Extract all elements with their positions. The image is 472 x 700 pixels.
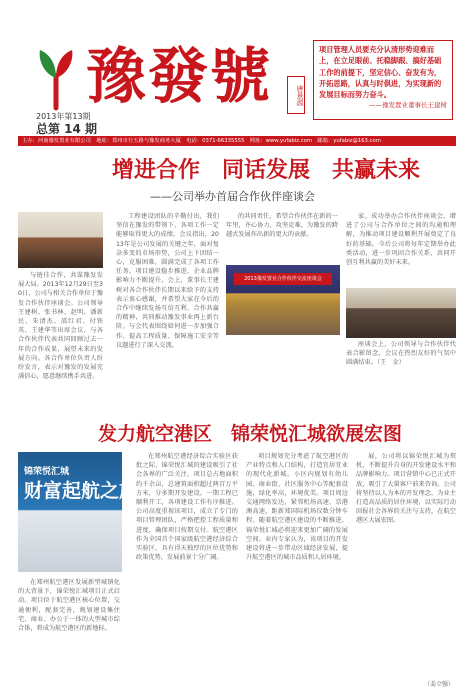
article2-column-4: 展，公司将以锦荣悦汇城为契机，不断提升自身的开发建设水平和品牌影响力。项目营销中心已正式开放，吸引了大量客户前来咨询。公司将坚持以人为本的开发理念，为业主打造高品质的居住环境，以实际行动回报社会各界的关注与支持，在航空港区大展宏图。 (356, 453, 456, 525)
seal-stamp: 唐景源 (287, 76, 305, 114)
poster-project-name: 锦荣悦汇城 (24, 467, 70, 477)
article2-signature: （姜立强） (423, 681, 454, 688)
headline-airport-zone: 发力航空港区 锦荣悦汇城欲展宏图 (98, 423, 403, 445)
logo-leaf-icon (36, 48, 76, 110)
article1-column-5: 座谈会上，公司领导与合作伙伴代表合影留念，会议在热烈友好的气氛中圆满结束。（王 金） (346, 341, 456, 367)
article1-column-4: 家。成功举办合作伙伴座谈会，增进了公司与合作单位之间的沟通和理解，为推动项目建设顺利开展奠定了良好的基础。今后公司将每年定期举办此类活动，进一步巩固合作关系，共同开创互利共赢的美好未来。 (346, 213, 456, 267)
stage-banner (234, 273, 332, 285)
photo-conference-stage (226, 265, 340, 335)
subheadline-partner-meeting: ——公司举办首届合作伙伴座谈会 (150, 190, 315, 203)
article2-column-2: 在郑州航空港经济综合实验区获批之际，锦荣悦汇城的建设吸引了社会各界的广泛关注。项目总占地面积约千余亩，总建筑面积超过两百万平方米，分多期开发建设。一期工程已顺利开工，各项建设工作有序推进。公司高度重视该项目，成立了专门的项目管理团队，严格把控工程质量和进度，确保项目按期交付。航空港区作为全国首个国家级航空港经济综合实验区，具有得天独厚的区位优势和政策优势，发展前景十分广阔。 (136, 453, 238, 562)
headline-partner-meeting: 增进合作 同话发展 共赢未来 (112, 158, 421, 183)
photo-group-discussion (346, 288, 456, 338)
issue-line: 2013年第13期 (36, 112, 91, 121)
leader-quote: 项目管理人员要充分认清形势迎难而上，在立足眼前、托稳脚跟、搞好基础工作的前提下，坚定信心、奋发有为，开拓思路，认真与时俱进，为实现新的发展目标而努力奋斗。 (319, 45, 442, 100)
total-issue: 总第 14 期 (36, 122, 98, 136)
poster-slogan: 财富起航之旅 (24, 480, 139, 502)
quote-signature: ——豫发置业董事长王建树 (369, 101, 447, 110)
article2-column-3: 项目规划充分考虑了航空港区的产业特点和人口结构，打造宜居宜业的现代化新城。小区内规划有幼儿园、商业街、社区服务中心等配套设施，绿化率高，环境优美。项目周边交通网络发达，紧邻机场高速、京港澳高速，距新郑国际机场仅数分钟车程。随着航空港区建设的不断推进，锦荣悦汇城必将迎来更加广阔的发展空间。业内专家认为，该项目的开发建设将进一步带动区域经济发展，提升航空港区的城市品质和人居环境。 (246, 453, 348, 562)
issue-info (36, 112, 156, 136)
address-bar: 主办：河南豫发置业有限公司 地址：郑州市行五路与豫发商务大厦 电话：0371-66335555 网址：www.yufabiz.com 邮箱：yufabiz@163.com (18, 136, 456, 146)
article1-column-2: 工程建设团队的辛勤付出，我们坚信在豫发的带领下，各项工作一定能够取得更大的成绩。会议指出，2013年是公司发展的关键之年，面对复杂多变的市场形势，公司上下团结一心，克服困难，圆满完成了各项工作任务。项目建设稳步推进，企业品牌影响力不断提升。会上，董事长王建树对各合作伙伴长期以来给予的支持表示衷心感谢，并希望大家在今后的合作中继续发扬互信互利、合作共赢的精神，共同推动豫发事业再上新台阶。与会代表围绕如何进一步加强合作、提高工程质量、保障施工安全等议题进行了深入交流。 (116, 213, 219, 349)
leader-quote-box (313, 40, 453, 120)
photo-project-poster (18, 452, 139, 572)
article1-column-3: 的共同责任，希望合作伙伴在新的一年里，齐心协力，攻坚克难，为豫发的跨越式发展作出新的更大的贡献。 (226, 213, 338, 239)
article1-column-1: 与链佳合作，共谋豫发发展大局。2013年12月29日至30日，公司与相关合作单位于豫发合作伙伴座谈会。公司领导王建树、张书林、赵明、潘新民、朱清杰、邵红君、付铁英、王建华等出席会议，与各合作伙伴代表共同回顾过去一年的合作成果，展望未来的发展方向。各合作单位负责人纷纷发言，表示对豫发的发展充满信心，愿意继续携手共进。 (18, 272, 103, 381)
article2-column-1: 在郑州航空港区发展新型城镇化的大背景下，锦荣悦汇城项目正式启动。项目位于航空港区核心位置，交通便利，配套完善，规划建设集住宅、商业、办公于一体的大型城市综合体，将成为航空港区的新地标。 (18, 579, 120, 633)
stage-banner-text: 2013豫发置业合作伙伴交流座谈会 (244, 276, 322, 282)
photo-meeting-hall (18, 212, 103, 268)
newspaper-title: 豫發號 (86, 42, 272, 112)
